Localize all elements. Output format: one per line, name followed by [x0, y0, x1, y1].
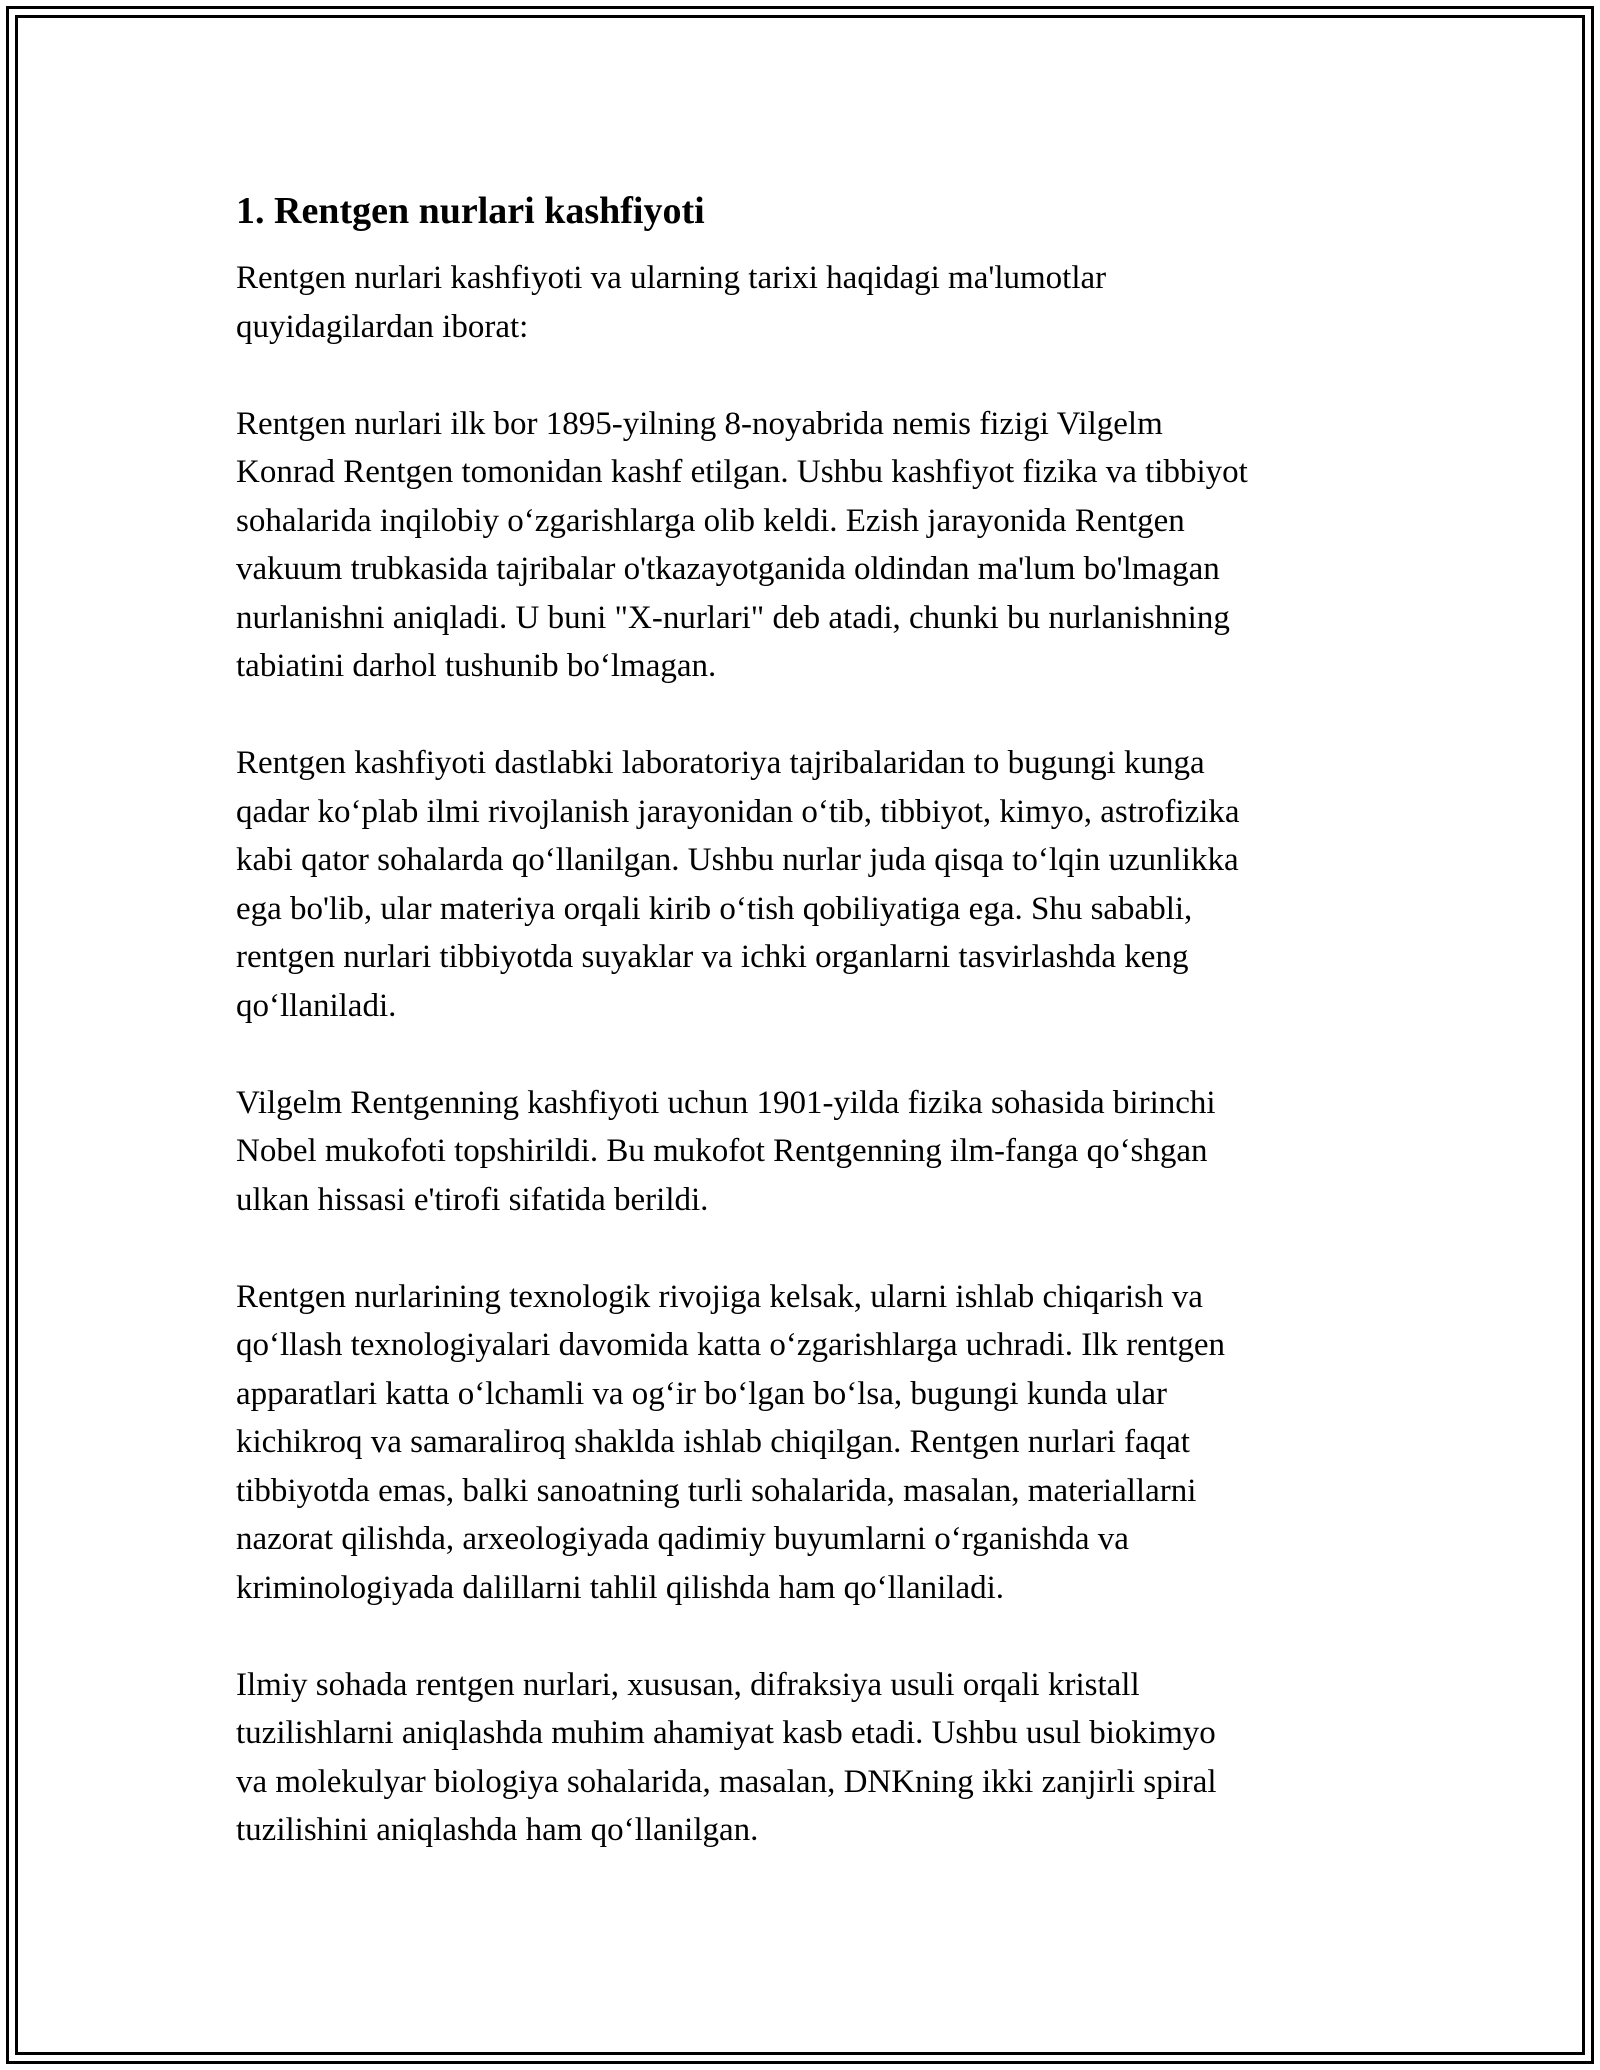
text-line: sohalarida inqilobiy o‘zgarishlarga olib keldi. Ezish jarayonida Rentgen [236, 502, 1185, 539]
paragraph [236, 400, 1372, 691]
document-heading: 1. Rentgen nurlari kashfiyoti [236, 190, 705, 232]
text-line: va molekulyar biologiya sohalarida, masalan, DNKning ikki zanjirli spiral [236, 1763, 1217, 1800]
text-line: ega bo'lib, ular materiya orqali kirib o‘tish qobiliyatiga ega. Shu sababli, [236, 890, 1193, 927]
text-line: Nobel mukofoti topshirildi. Bu mukofot Rentgenning ilm-fanga qo‘shgan [236, 1133, 1208, 1169]
text-line: Rentgen nurlarining texnologik rivojiga kelsak, ularni ishlab chiqarish va [236, 1278, 1203, 1315]
text-line: Konrad Rentgen tomonidan kashf etilgan. Ushbu kashfiyot fizika va tibbiyot [236, 454, 1248, 490]
text-line: nurlanishni aniqladi. U buni "X-nurlari" deb atadi, chunki bu nurlanishning [236, 599, 1230, 636]
text-line: Rentgen nurlari kashfiyoti va ularning tarixi haqidagi ma'lumotlar [236, 260, 1107, 296]
text-line: tuzilishlarni aniqlashda muhim ahamiyat kasb etadi. Ushbu usul biokimyo [236, 1715, 1216, 1751]
paragraph [236, 1661, 1372, 1855]
text-line: Rentgen nurlari ilk bor 1895-yilning 8-noyabrida nemis fizigi Vilgelm [236, 405, 1163, 442]
text-line: vakuum trubkasida tajribalar o'tkazayotganida oldindan ma'lum bo'lmagan [236, 551, 1220, 587]
paragraph [236, 1273, 1372, 1613]
text-line: Ilmiy sohada rentgen nurlari, xususan, difraksiya usuli orqali kristall [236, 1666, 1140, 1703]
text-line: quyidagilardan iborat: [236, 308, 529, 345]
text-line: tibbiyotda emas, balki sanoatning turli sohalarida, masalan, materiallarni [236, 1472, 1197, 1509]
text-line: apparatlari katta o‘lchamli va og‘ir bo‘lgan bo‘lsa, bugungi kunda ular [236, 1375, 1168, 1412]
paragraph [236, 254, 1372, 351]
paragraph-container [236, 254, 1372, 1855]
text-line: kichikroq va samaraliroq shaklda ishlab chiqilgan. Rentgen nurlari faqat [236, 1424, 1190, 1460]
text-line: rentgen nurlari tibbiyotda suyaklar va ichki organlarni tasvirlashda keng [236, 939, 1189, 975]
text-line: Rentgen kashfiyoti dastlabki laboratoriya tajribalaridan to bugungi kunga [236, 745, 1205, 781]
text-line: qo‘llash texnologiyalari davomida katta o‘zgarishlarga uchradi. Ilk rentgen [236, 1327, 1226, 1363]
text-line: tabiatini darhol tushunib bo‘lmagan. [236, 648, 717, 684]
text-line: qo‘llaniladi. [236, 987, 397, 1024]
text-line: kabi qator sohalarda qo‘llanilgan. Ushbu nurlar juda qisqa to‘lqin uzunlikka [236, 842, 1239, 878]
text-line: tuzilishini aniqlashda ham qo‘llanilgan. [236, 1812, 759, 1848]
paragraph [236, 739, 1372, 1030]
text-line: nazorat qilishda, arxeologiyada qadimiy buyumlarni o‘rganishda va [236, 1521, 1129, 1557]
document-body [236, 186, 1372, 1903]
paragraph [236, 1079, 1372, 1225]
text-line: ulkan hissasi e'tirofi sifatida berildi. [236, 1181, 709, 1218]
text-line: qadar ko‘plab ilmi rivojlanish jarayonidan o‘tib, tibbiyot, kimyo, astrofizika [236, 793, 1240, 830]
text-line: kriminologiyada dalillarni tahlil qilishda ham qo‘llaniladi. [236, 1569, 1005, 1606]
text-line: Vilgelm Rentgenning kashfiyoti uchun 1901-yilda fizika sohasida birinchi [236, 1084, 1216, 1121]
